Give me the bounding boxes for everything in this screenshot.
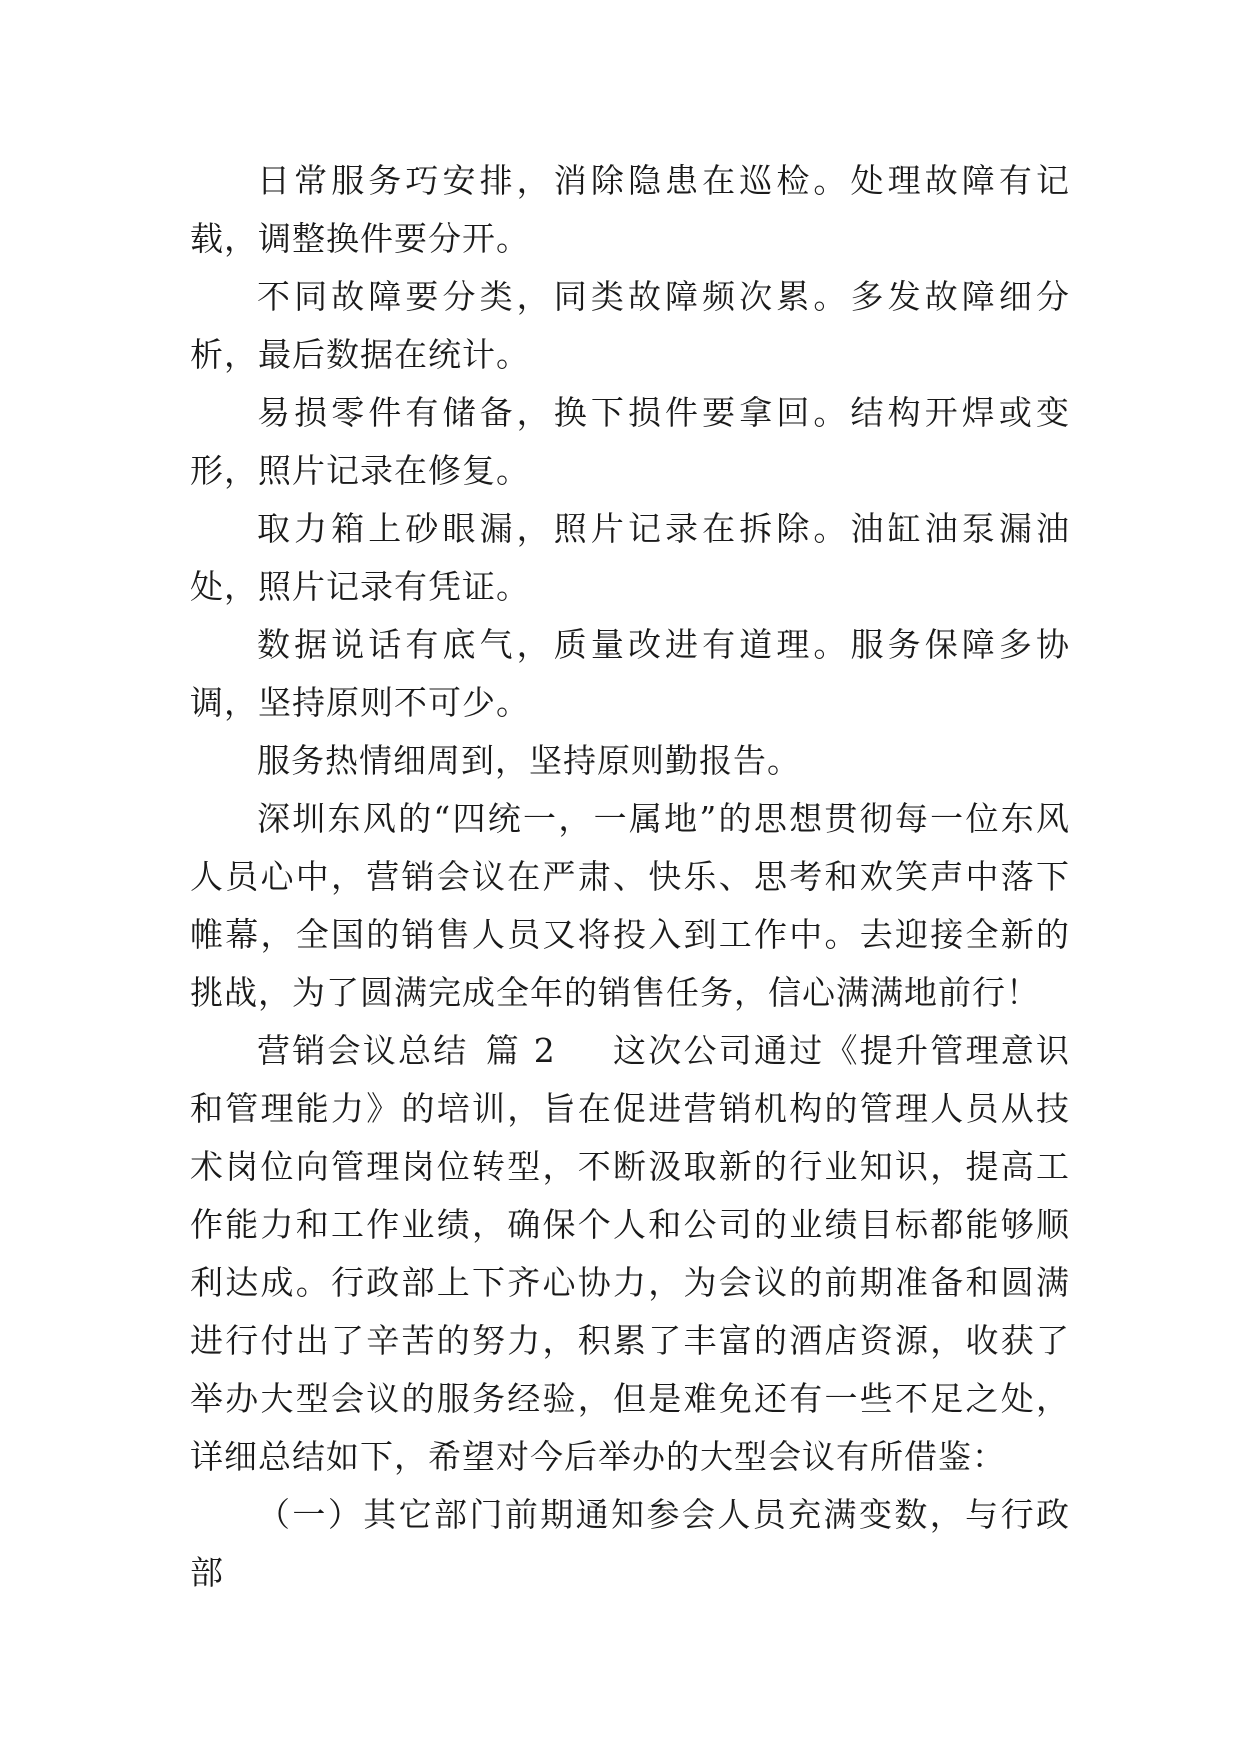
paragraph-1: 日常服务巧安排，消除隐患在巡检。处理故障有记载，调整换件要分开。 <box>190 161 1070 258</box>
paragraph-6: 服务热情细周到，坚持原则勤报告。 <box>257 741 801 780</box>
paragraph-2: 不同故障要分类，同类故障频次累。多发故障细分析，最后数据在统计。 <box>190 277 1070 374</box>
section-paragraph <box>190 1022 1070 1486</box>
paragraph-3: 易损零件有储备，换下损件要拿回。结构开焊或变形，照片记录在修复。 <box>190 393 1070 490</box>
paragraph-7: 深圳东风的“四统一，一属地”的思想贯彻每一位东风人员心中，营销会议在严肃、快乐、思考和欢笑声中落下帷幕，全国的销售人员又将投入到工作中。去迎接全新的挑战，为了圆满完成全年的销售任务，信心满满地前行！ <box>190 799 1070 1012</box>
section-body-text: 这次公司通过《提升管理意识和管理能力》的培训，旨在促进营销机构的管理人员从技术岗位向管理岗位转型，不断汲取新的行业知识，提高工作能力和工作业绩，确保个人和公司的业绩目标都能够顺利达成。行政部上下齐心协力，为会议的前期准备和圆满进行付出了辛苦的努力，积累了丰富的酒店资源，收获了举办大型会议的服务经验，但是难免还有一些不足之处，详细总结如下，希望对今后举办的大型会议有所借鉴： <box>190 1031 1070 1476</box>
section-part-label: 篇 2 <box>484 1031 556 1070</box>
section-title: 营销会议总结 <box>257 1031 469 1070</box>
document-body <box>190 152 1070 1602</box>
paragraph-last: （一）其它部门前期通知参会人员充满变数，与行政部 <box>190 1495 1070 1592</box>
paragraph-5: 数据说话有底气，质量改进有道理。服务保障多协调，坚持原则不可少。 <box>190 625 1070 722</box>
paragraph-4: 取力箱上砂眼漏，照片记录在拆除。油缸油泵漏油处，照片记录有凭证。 <box>190 509 1070 606</box>
